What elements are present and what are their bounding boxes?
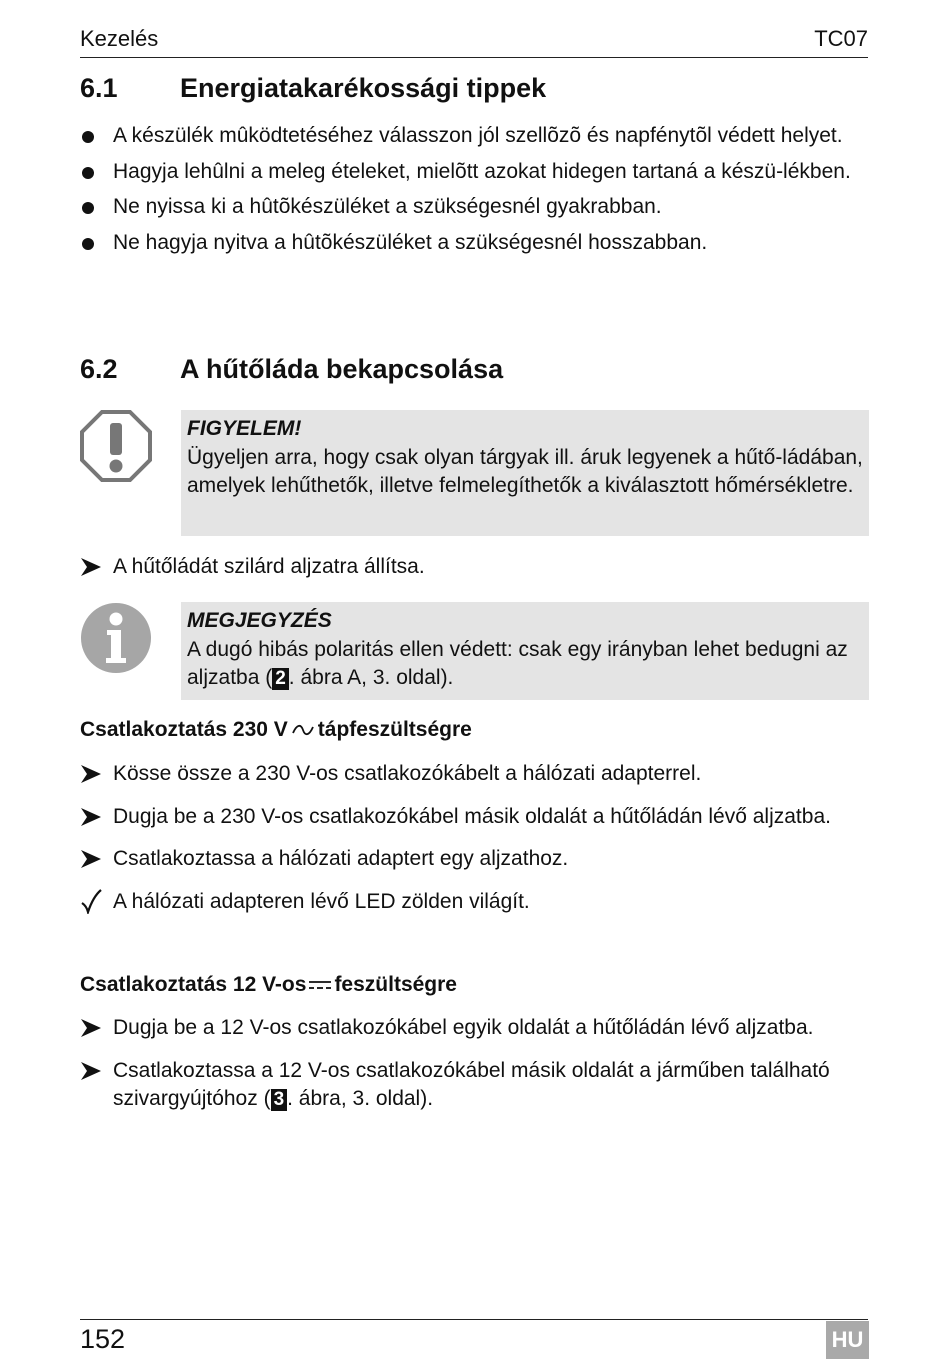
ac-symbol-icon (292, 723, 314, 737)
section-title: Energiatakarékossági tippek (180, 73, 547, 103)
language-badge: HU (826, 1321, 869, 1359)
heading-part: Csatlakoztatás 230 V (80, 718, 288, 741)
list-item (80, 158, 870, 187)
arrow-bullet-icon (80, 1018, 102, 1038)
exclamation-octagon-icon (80, 410, 152, 482)
bullet-icon (82, 238, 94, 250)
figure-ref-badge: 2 (272, 668, 289, 690)
check-icon (80, 888, 102, 914)
arrow-bullet-icon (80, 557, 102, 577)
dc-connection-heading (80, 973, 457, 997)
list-item (80, 1014, 870, 1043)
dc-symbol-icon (308, 979, 332, 991)
list-item-text: A készülék mûködtetéséhez válasszon jól szellõzõ és napfénytõl védett helyet. (113, 124, 843, 147)
arrow-bullet-icon (80, 764, 102, 784)
arrow-bullet-icon (80, 849, 102, 869)
section-6-2-heading (80, 354, 503, 385)
list-item-text: Ne nyissa ki a hûtõkészüléket a szükségesnél gyakrabban. (113, 195, 662, 218)
section-title: A hűtőláda bekapcsolása (180, 354, 504, 384)
list-item (80, 193, 870, 222)
heading-part: tápfeszültségre (317, 718, 472, 741)
page-number: 152 (80, 1324, 126, 1354)
ac-connection-heading (80, 718, 472, 742)
heading-part: Csatlakoztatás 12 V-os (80, 973, 307, 996)
list-item-text: Csatlakoztassa a hálózati adaptert egy aljzathoz. (113, 847, 569, 870)
figure-ref-badge: 3 (271, 1089, 288, 1111)
list-item-text: Kösse össze a 230 V-os csatlakozókábelt a hálózati adapterrel. (113, 762, 702, 785)
section-number: 6.1 (80, 73, 118, 103)
note-text-part: . ábra A, 3. oldal). (288, 666, 454, 689)
bullet-icon (82, 131, 94, 143)
info-circle-icon (80, 602, 152, 674)
list-item (80, 122, 870, 151)
note-title: MEGJEGYZÉS (187, 609, 332, 632)
section-6-1-heading (80, 73, 546, 104)
note-text (187, 636, 863, 693)
list-item (80, 888, 870, 917)
header-model: TC07 (814, 26, 868, 51)
note-box (181, 602, 869, 700)
list-item-text: Dugja be a 12 V-os csatlakozókábel egyik oldalát a hűtőládán lévő aljzatba. (113, 1016, 814, 1039)
list-item (80, 845, 870, 874)
text-part: . ábra, 3. oldal). (287, 1087, 434, 1110)
list-item (80, 803, 870, 832)
arrow-bullet-icon (80, 1061, 102, 1081)
warning-box (181, 410, 869, 536)
arrow-bullet-icon (80, 807, 102, 827)
dc-steps-list (80, 1014, 870, 1128)
list-item-text: A hálózati adapteren lévő LED zölden világít. (113, 889, 530, 913)
list-item-text (113, 1059, 830, 1111)
header-chapter: Kezelés (80, 26, 159, 51)
list-item (80, 229, 870, 258)
list-item-text: A hűtőládát szilárd aljzatra állítsa. (113, 555, 425, 578)
warning-title: FIGYELEM! (187, 417, 302, 440)
warning-text: Ügyeljen arra, hogy csak olyan tárgyak ill. áruk legyenek a hűtő-ládában, amelyek lehűthetők, illetve felmelegíthetők a kiválasztott hőmérsékletre. (187, 445, 863, 497)
note-text-part: A dugó hibás polaritás ellen védett: csak egy irányban lehet bedugni az aljzatba ( (187, 637, 848, 689)
header-rule (80, 57, 868, 58)
heading-part: feszültségre (334, 973, 457, 996)
section-number: 6.2 (80, 354, 118, 384)
list-item (80, 760, 870, 789)
list-item-text: Ne hagyja nyitva a hûtõkészüléket a szükségesnél hosszabban. (113, 230, 708, 254)
bullet-icon (82, 202, 94, 214)
footer-rule (80, 1319, 868, 1320)
tips-list (80, 122, 870, 264)
list-item-text: Dugja be a 230 V-os csatlakozókábel másik oldalát a hűtőládán lévő aljzatba. (113, 804, 831, 828)
list-item (80, 1057, 870, 1114)
step-list (80, 553, 870, 589)
text-part: Csatlakoztassa a 12 V-os csatlakozókábel másik oldalát a járműben található szivargyújtóhoz ( (113, 1058, 830, 1110)
list-item-text: Hagyja lehûlni a meleg ételeket, mielõtt azokat hidegen tartaná a készü-lékben. (113, 159, 851, 183)
ac-steps-list (80, 760, 870, 930)
bullet-icon (82, 167, 94, 179)
list-item (80, 553, 870, 582)
